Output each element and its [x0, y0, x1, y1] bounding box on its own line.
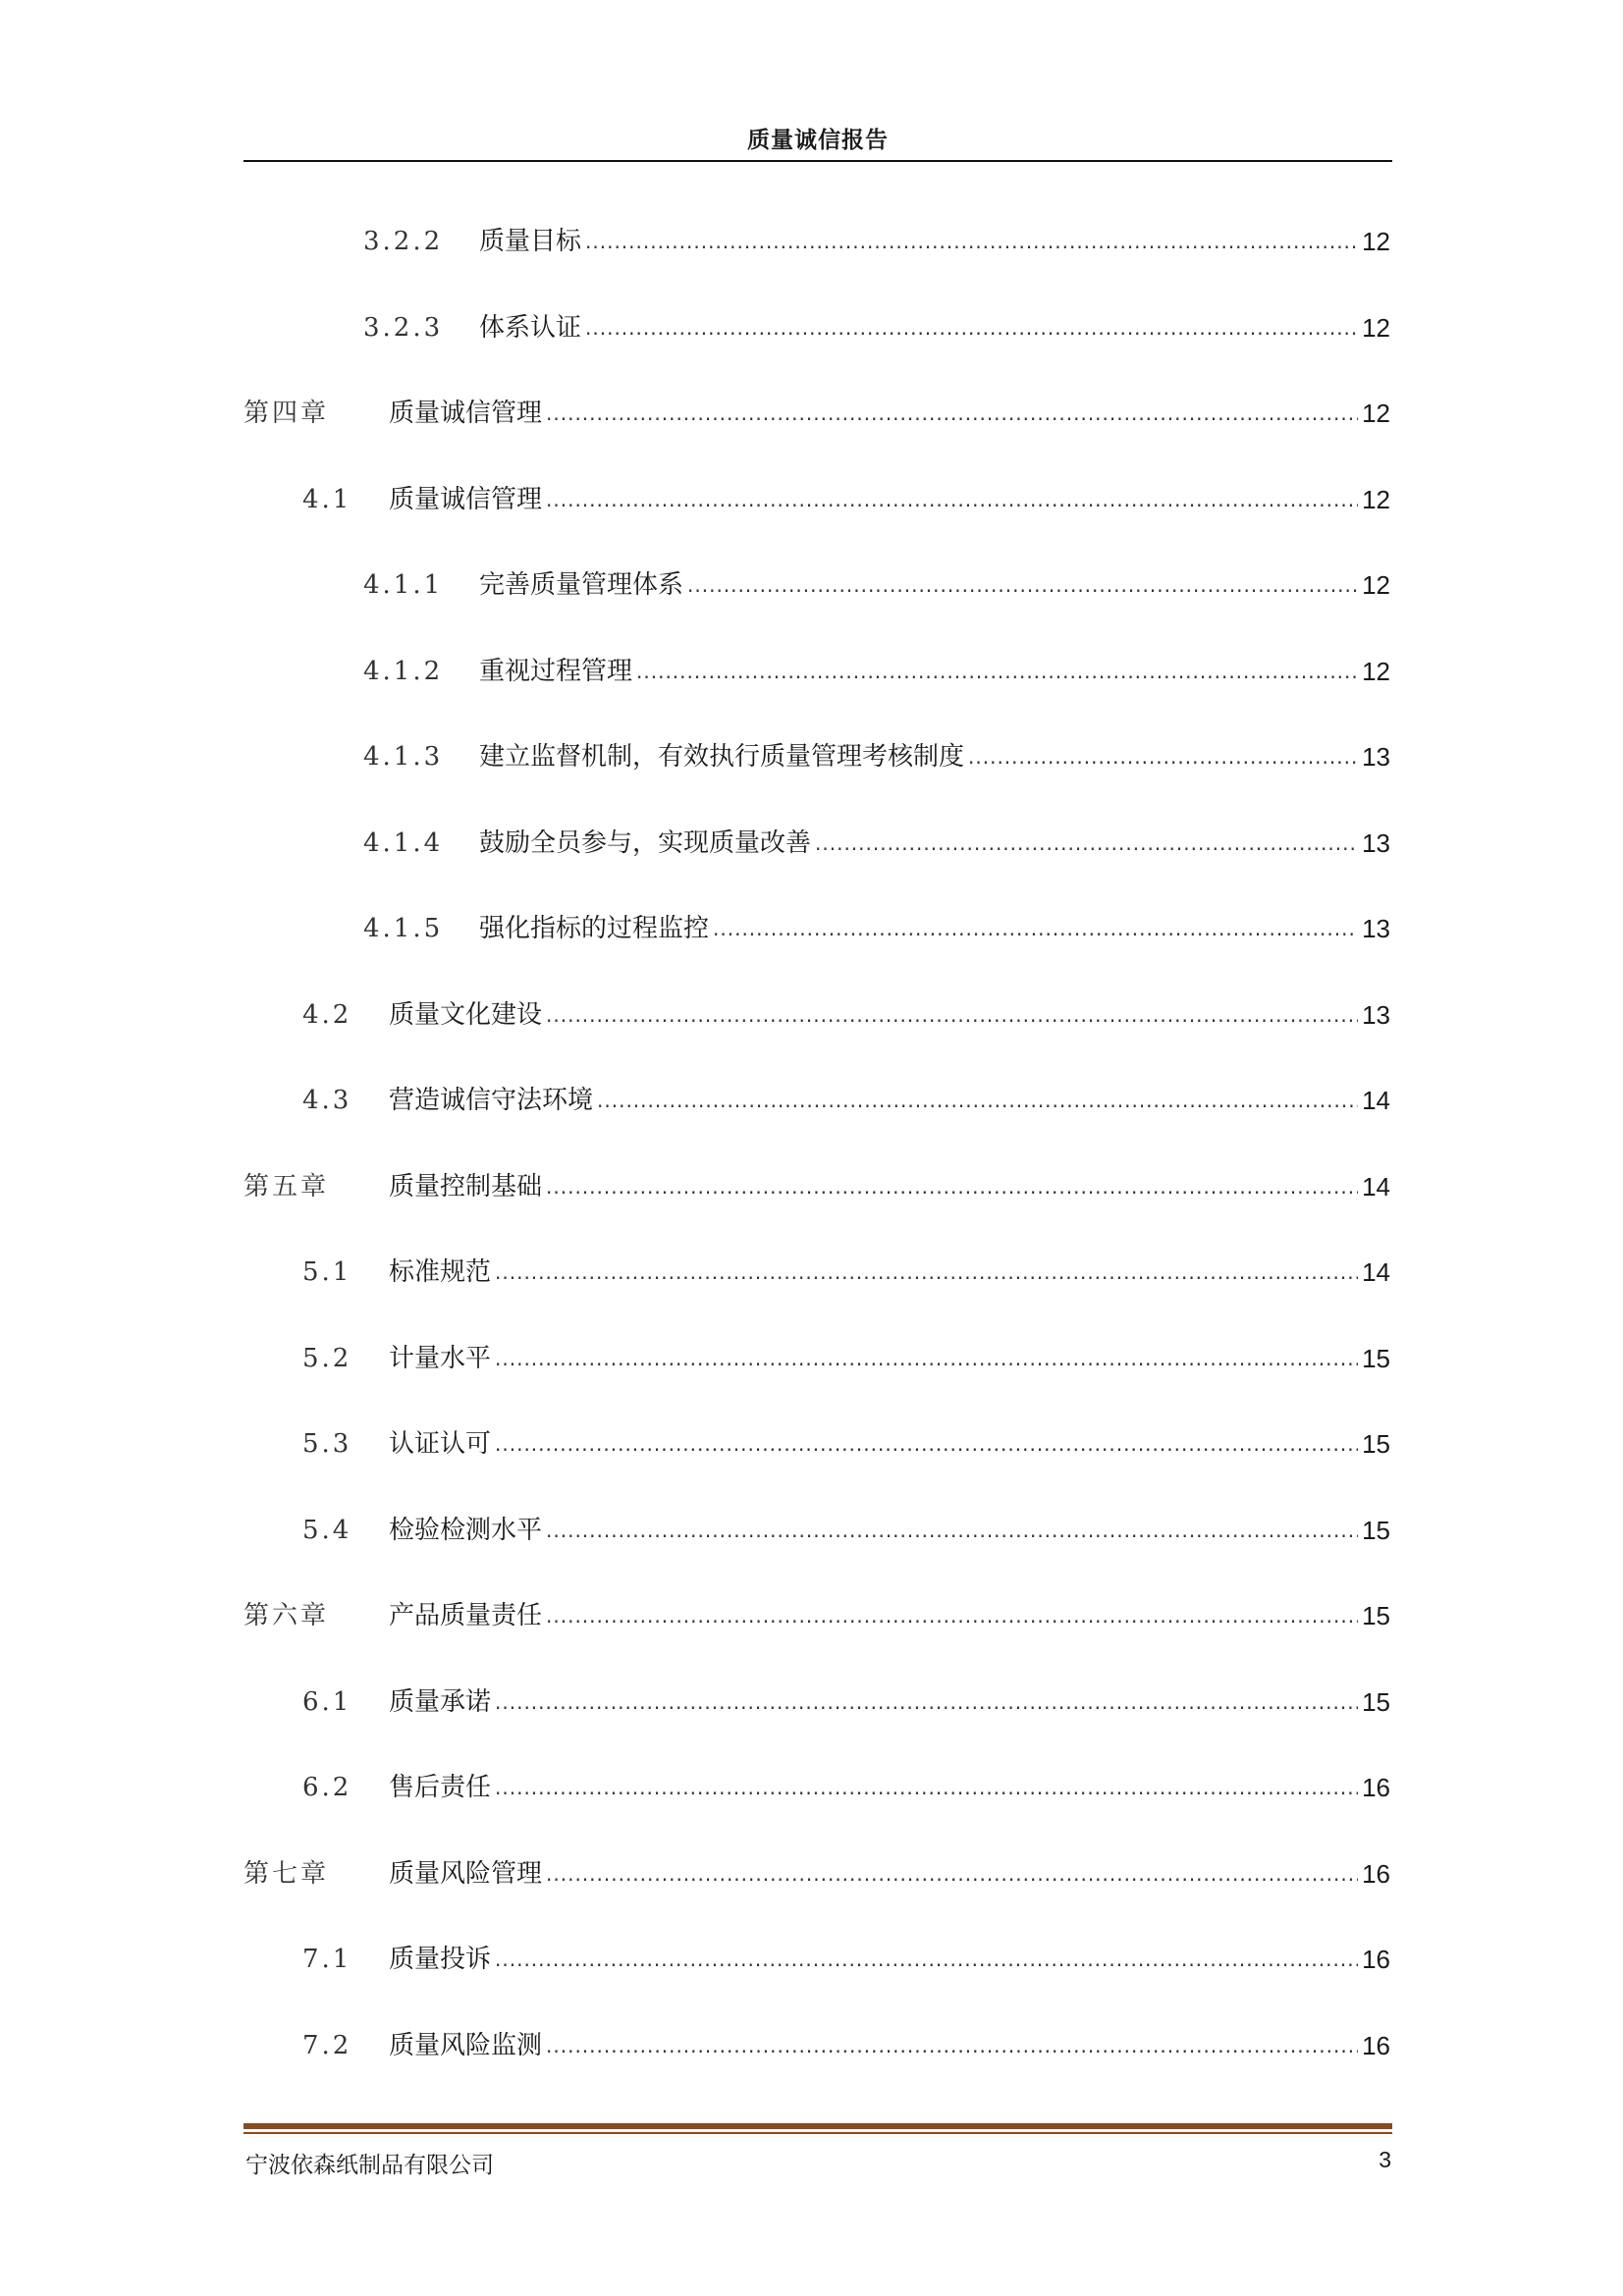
- toc-entry-title: 计量水平: [389, 1343, 492, 1373]
- toc-entry-number: 4.1.5: [363, 914, 444, 943]
- toc-entry-number: 4.3: [302, 1086, 352, 1115]
- toc-entry-title: 重视过程管理: [479, 656, 633, 686]
- toc-leader-dots: [687, 561, 1358, 609]
- toc-leader-dots: [546, 1850, 1358, 1897]
- toc-entry[interactable]: [243, 1679, 1390, 1765]
- toc-leader-dots: [546, 476, 1358, 523]
- toc-entry[interactable]: [243, 991, 1390, 1078]
- toc-entry[interactable]: [243, 648, 1390, 734]
- toc-entry-number: 4.2: [302, 999, 352, 1030]
- toc-entry-page: 16: [1362, 2030, 1390, 2060]
- toc-entry-title: 质量投诉: [389, 1945, 492, 1974]
- toc-entry-title: 质量风险管理: [389, 1858, 543, 1889]
- toc-entry-title: 质量文化建设: [389, 999, 543, 1030]
- header-divider: [243, 160, 1392, 162]
- footer-company-name: 宁波依森纸制品有限公司: [245, 2153, 494, 2178]
- table-of-contents: [243, 218, 1390, 2108]
- toc-entry-title: 质量目标: [479, 227, 582, 256]
- toc-entry-number: 3.2.2: [363, 227, 444, 256]
- toc-entry-title: 认证认可: [389, 1429, 492, 1459]
- toc-entry-page: 14: [1362, 1257, 1390, 1287]
- toc-leader-dots: [546, 1163, 1358, 1210]
- toc-entry-title: 检验检测水平: [389, 1515, 543, 1545]
- toc-leader-dots: [546, 1592, 1358, 1639]
- toc-entry-number: 4.1: [302, 484, 352, 514]
- toc-entry-page: 12: [1362, 312, 1390, 343]
- toc-entry-number: 第六章: [243, 1601, 330, 1630]
- toc-entry-number: 第七章: [243, 1858, 330, 1889]
- toc-entry-title: 质量风险监测: [389, 2030, 543, 2060]
- toc-entry[interactable]: [243, 1420, 1390, 1507]
- toc-entry-page: 15: [1362, 1429, 1390, 1459]
- toc-entry-page: 15: [1362, 1686, 1390, 1717]
- toc-leader-dots: [495, 1249, 1358, 1296]
- toc-entry[interactable]: [243, 1850, 1390, 1937]
- toc-entry[interactable]: [243, 476, 1390, 562]
- toc-leader-dots: [585, 218, 1358, 265]
- toc-leader-dots: [546, 2022, 1358, 2069]
- toc-entry-page: 13: [1362, 742, 1390, 772]
- toc-entry[interactable]: [243, 218, 1390, 304]
- page-header-title: 质量诚信报告: [747, 128, 889, 153]
- toc-leader-dots: [495, 1420, 1358, 1468]
- toc-entry-page: 12: [1362, 656, 1390, 686]
- toc-entry-number: 6.2: [302, 1773, 352, 1802]
- toc-entry-number: 4.1.2: [363, 656, 444, 686]
- toc-entry-number: 5.1: [302, 1257, 352, 1287]
- toc-entry[interactable]: [243, 905, 1390, 991]
- toc-entry[interactable]: [243, 1592, 1390, 1679]
- toc-entry-number: 3.2.3: [363, 312, 444, 343]
- toc-entry-page: 14: [1362, 1086, 1390, 1115]
- toc-entry-title: 质量承诺: [389, 1686, 492, 1717]
- toc-entry-title: 标准规范: [389, 1257, 492, 1287]
- toc-entry-page: 16: [1362, 1945, 1390, 1974]
- toc-entry[interactable]: [243, 561, 1390, 648]
- toc-entry[interactable]: [243, 304, 1390, 391]
- toc-entry-title: 鼓励全员参与，实现质量改善: [479, 828, 812, 858]
- toc-entry-title: 售后责任: [389, 1773, 492, 1802]
- toc-entry-title: 质量诚信管理: [389, 399, 543, 428]
- toc-entry-number: 5.2: [302, 1343, 352, 1373]
- toc-leader-dots: [546, 390, 1358, 437]
- toc-entry-number: 5.3: [302, 1429, 352, 1459]
- toc-entry[interactable]: [243, 1764, 1390, 1850]
- toc-leader-dots: [495, 1679, 1358, 1726]
- toc-entry-number: 第五章: [243, 1171, 330, 1201]
- toc-entry[interactable]: [243, 1507, 1390, 1593]
- toc-entry[interactable]: [243, 1936, 1390, 2022]
- toc-entry[interactable]: [243, 390, 1390, 476]
- toc-leader-dots: [713, 905, 1358, 952]
- toc-entry-title: 体系认证: [479, 312, 582, 343]
- toc-entry-title: 质量控制基础: [389, 1171, 543, 1201]
- toc-entry-page: 16: [1362, 1858, 1390, 1889]
- toc-entry-page: 12: [1362, 484, 1390, 514]
- toc-entry-page: 13: [1362, 914, 1390, 943]
- toc-entry-title: 建立监督机制，有效执行质量管理考核制度: [479, 742, 965, 772]
- toc-entry-number: 7.2: [302, 2030, 352, 2060]
- toc-leader-dots: [495, 1936, 1358, 1983]
- toc-entry-page: 14: [1362, 1171, 1390, 1201]
- toc-entry[interactable]: [243, 1163, 1390, 1250]
- toc-entry-page: 12: [1362, 399, 1390, 428]
- toc-entry[interactable]: [243, 733, 1390, 820]
- footer-divider-thick: [243, 2123, 1392, 2129]
- toc-leader-dots: [968, 733, 1358, 780]
- toc-leader-dots: [546, 991, 1358, 1039]
- toc-entry-number: 第四章: [243, 399, 330, 428]
- toc-entry-number: 7.1: [302, 1945, 352, 1974]
- toc-entry-number: 5.4: [302, 1515, 352, 1545]
- footer-divider-thin: [243, 2132, 1392, 2134]
- toc-entry-page: 12: [1362, 227, 1390, 256]
- toc-entry-page: 13: [1362, 828, 1390, 858]
- toc-entry-title: 完善质量管理体系: [479, 570, 684, 600]
- toc-leader-dots: [495, 1335, 1358, 1382]
- toc-entry-page: 15: [1362, 1601, 1390, 1630]
- toc-entry-page: 15: [1362, 1343, 1390, 1373]
- toc-leader-dots: [636, 648, 1358, 695]
- toc-entry-title: 质量诚信管理: [389, 484, 543, 514]
- toc-entry-page: 12: [1362, 570, 1390, 600]
- toc-entry-number: 4.1.1: [363, 570, 444, 600]
- footer-page-number: 3: [1379, 2147, 1391, 2172]
- toc-entry[interactable]: [243, 1335, 1390, 1421]
- toc-entry-page: 15: [1362, 1515, 1390, 1545]
- toc-entry[interactable]: [243, 1249, 1390, 1335]
- toc-entry[interactable]: [243, 820, 1390, 906]
- toc-leader-dots: [815, 820, 1358, 867]
- toc-entry[interactable]: [243, 2022, 1390, 2109]
- toc-entry-title: 强化指标的过程监控: [479, 914, 710, 943]
- toc-leader-dots: [546, 1507, 1358, 1554]
- toc-entry[interactable]: [243, 1077, 1390, 1163]
- toc-leader-dots: [597, 1077, 1358, 1124]
- toc-entry-title: 产品质量责任: [389, 1601, 543, 1630]
- toc-entry-number: 4.1.4: [363, 828, 444, 858]
- toc-leader-dots: [585, 304, 1358, 351]
- toc-entry-page: 13: [1362, 999, 1390, 1030]
- toc-entry-title: 营造诚信守法环境: [389, 1086, 594, 1115]
- toc-entry-number: 6.1: [302, 1686, 352, 1717]
- toc-leader-dots: [495, 1764, 1358, 1811]
- toc-entry-page: 16: [1362, 1773, 1390, 1802]
- toc-entry-number: 4.1.3: [363, 742, 444, 772]
